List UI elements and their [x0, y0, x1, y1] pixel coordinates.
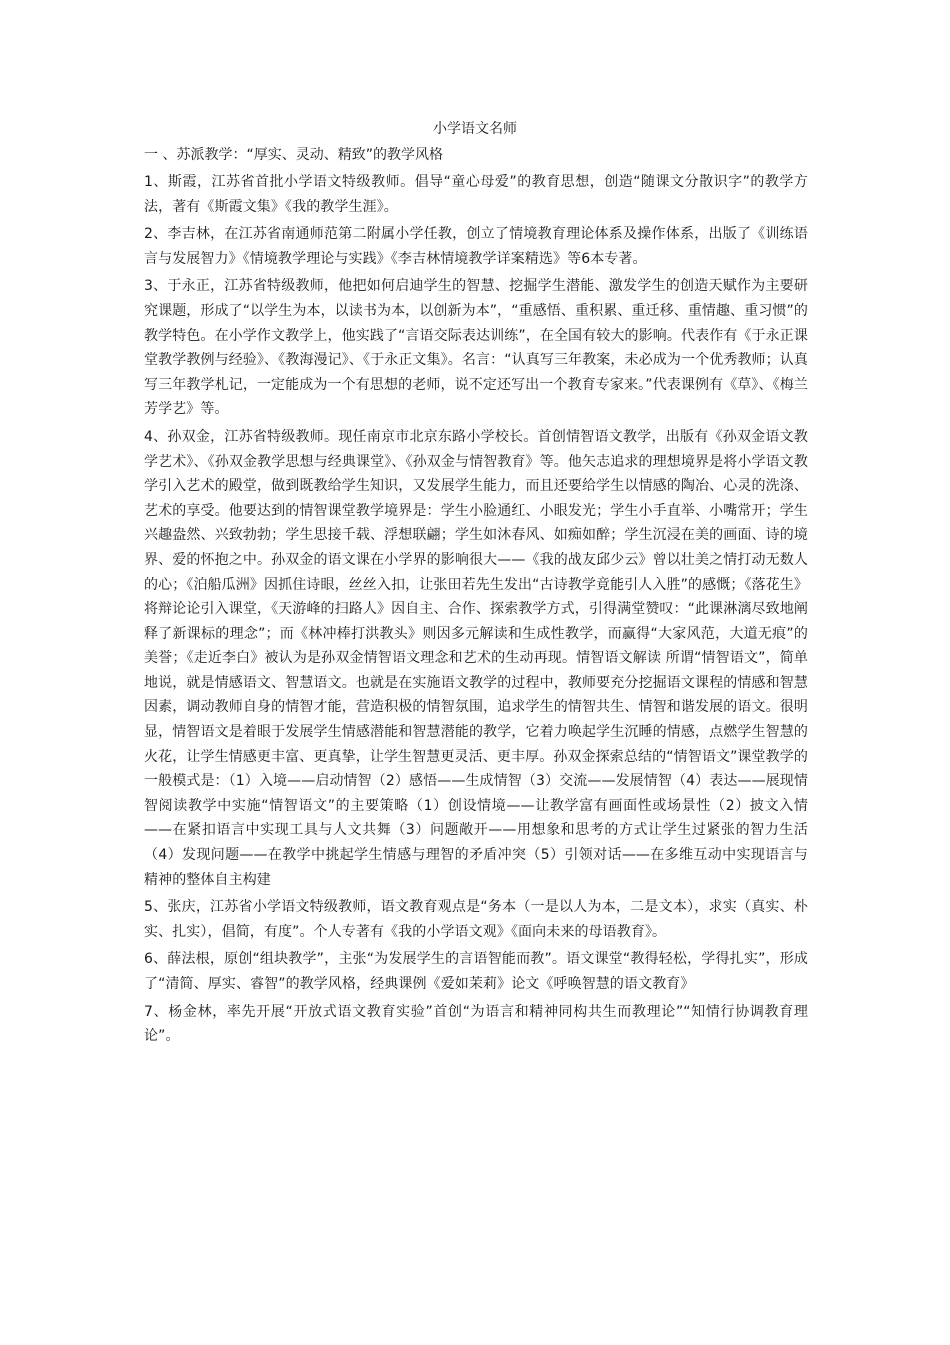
- paragraph-2: 2、李吉林，在江苏省南通师范第二附属小学任教，创立了情境教育理论体系及操作体系，出版了《训练语言与发展智力》《情境教学理论与实践》《李吉林情境教学详案精选》等6本专著。: [144, 226, 808, 267]
- section-heading: 一 、苏派教学：“厚实、灵动、精致”的教学风格: [144, 147, 443, 163]
- paragraph-4: 4、孙双金，江苏省特级教师。现任南京市北京东路小学校长。首创情智语文教学，出版有《孙双金语文教学艺术》、《孙双金教学思想与经典课堂》、《孙双金与情智教育》等。他矢志追求的理想境界是将小学语文教学引入艺术的殿堂，做到既教给学生知识，又发展学生能力，而且还要给学生以情感的陶冶、心灵的洗涤、艺术的享受。他要达到的情智课堂教学境界是：学生小脸通红、小眼发光；学生小手直举、小嘴常开；学生兴趣盎然、兴致勃勃；学生思接千载、浮想联翩；学生如沐春风、如痴如醉；学生沉浸在美的画面、诗的境界、爱的怀抱之中。孙双金的语文课在小学界的影响很大——《我的战友邱少云》曾以壮美之情打动无数人的心；《泊船瓜洲》因抓住诗眼，丝丝入扣，让张田若先生发出“古诗教学竟能引人入胜”的感慨；《落花生》将辩论论引入课堂，《天游峰的扫路人》因自主、合作、探索教学方式，引得满堂赞叹：“此课淋漓尽致地阐释了新课标的理念”；而《林冲棒打洪教头》则因多元解读和生成性教学，而赢得“大家风范，大道无痕”的美誉；《走近李白》被认为是孙双金情智语文理念和艺术的生动再现。情智语文解读 所谓“情智语文”，简单地说，就是情感语文、智慧语文。也就是在实施语文教学的过程中，教师要充分挖掘语文课程的情感和智慧因素，调动教师自身的情智才能，营造积极的情智氛围，追求学生的情智共生、情智和谐发展的语文。很明显，情智语文是着眼于发展学生情感潜能和智慧潜能的教学，它着力唤起学生沉睡的情感，点燃学生智慧的火花，让学生情感更丰富、更真挚，让学生智慧更灵活、更丰厚。孙双金探索总结的“情智语文”课堂教学的一般模式是：（1）入境——启动情智（2）感悟——生成情智（3）交流——发展情智（4）表达——展现情智阅读教学中实施“情智语文”的主要策略（1）创设情境——让教学富有画面性或场景性（2）披文入情——在紧扣语言中实现工具与人文共舞（3）问题敞开——用想象和思考的方式让学生过紧张的智力生活（4）发现问题——在教学中挑起学生情感与理智的矛盾冲突（5）引领对话——在多维互动中实现语言与精神的整体自主构建: [144, 428, 808, 888]
- paragraph-5: 5、张庆，江苏省小学语文特级教师，语文教育观点是“务本（一是以人为本，二是文本），求实（真实、朴实、扎实），倡简，有度”。个人专著有《我的小学语文观》《面向未来的母语教育》。: [144, 899, 808, 940]
- page-title: 小学语文名师: [433, 121, 517, 137]
- paragraph-1: 1、斯霞，江苏省首批小学语文特级教师。倡导“童心母爱”的教育思想，创造“随课文分散识字”的教学方法，著有《斯霞文集》《我的教学生涯》。: [144, 174, 808, 215]
- document-body: [144, 170, 808, 1052]
- paragraph-6: 6、薛法根，原创“组块教学”，主张“为发展学生的言语智能而教”。语文课堂“教得轻松，学得扎实”，形成了“清简、厚实、睿智”的教学风格，经典课例《爱如茉莉》论文《呼唤智慧的语文教育》: [144, 951, 808, 992]
- paragraph-3: 3、于永正，江苏省特级教师，他把如何启迪学生的智慧、挖掘学生潜能、激发学生的创造天赋作为主要研究课题，形成了“以学生为本，以读书为本，以创新为本”，“重感悟、重积累、重迁移、重情趣、重习惯”的教学特色。在小学作文教学上，他实践了“言语交际表达训练”，在全国有较大的影响。代表作有《于永正课堂教学教例与经验》、《教海漫记》、《于永正文集》。名言：“认真写三年教案，未必成为一个优秀教师；认真写三年教学札记，一定能成为一个有思想的老师，说不定还写出一个教育专家来。”代表课例有《草》、《梅兰芳学艺》等。: [144, 278, 808, 418]
- paragraph-7: 7、杨金林，率先开展“开放式语文教育实验”首创“为语言和精神同构共生而教理论”“知情行协调教育理论”。: [144, 1003, 808, 1045]
